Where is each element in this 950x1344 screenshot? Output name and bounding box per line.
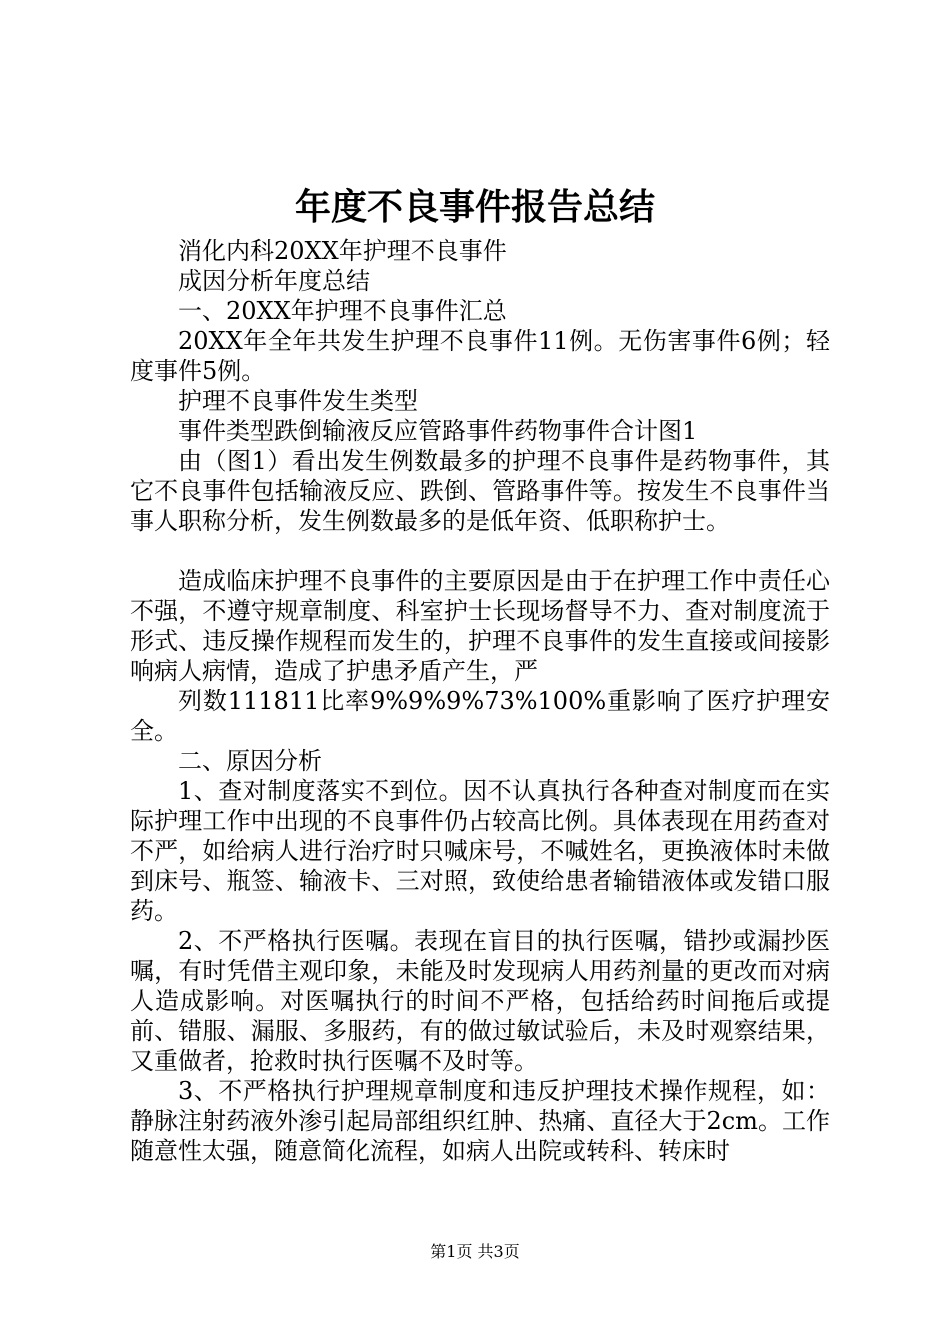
paragraph-figure-caption: 事件类型跌倒输液反应管路事件药物事件合计图1 [178,417,698,445]
document-title: 年度不良事件报告总结 [294,186,655,228]
section-heading-cause-analysis: 二、原因分析 [178,747,322,775]
paragraph-main-causes: 造成临床护理不良事件的主要原因是由于在护理工作中责任心不强，不遵守规章制度、科室护士长现场督导不力、查对制度流于形式、违反操作规程而发生的，护理不良事件的发生直接或间接影响病人病情，造成了护患矛盾产生，严 [130,567,830,685]
paragraph-cause-2: 2、不严格执行医嘱。表现在盲目的执行医嘱，错抄或漏抄医嘱，有时凭借主观印象，未能及时发现病人用药剂量的更改而对病人造成影响。对医嘱执行的时间不严格，包括给药时间拖后或提前、错服、漏服、多服药，有的做过敏试验后，未及时观察结果，又重做者，抢救时执行医嘱不及时等。 [130,927,830,1075]
paragraph-figure-analysis: 由（图1）看出发生例数最多的护理不良事件是药物事件，其它不良事件包括输液反应、跌倒、管路事件等。按发生不良事件当事人职称分析，发生例数最多的是低年资、低职称护士。 [130,447,830,535]
page-footer: 第1页 共3页 [430,1242,520,1261]
paragraph-ratio-line: 列数111811比率9%9%9%73%100%重影响了医疗护理安全。 [130,687,830,745]
paragraph-dept-heading: 消化内科20XX年护理不良事件 [178,237,507,265]
paragraph-event-count: 20XX年全年共发生护理不良事件11例。无伤害事件6例；轻度事件5例。 [130,327,830,385]
paragraph-cause-1: 1、查对制度落实不到位。因不认真执行各种查对制度而在实际护理工作中出现的不良事件仍占较高比例。具体表现在用药查对不严，如给病人进行治疗时只喊床号，不喊姓名，更换液体时未做到床号、瓶签、输液卡、三对照，致使给患者输错液体或发错口服药。 [130,777,830,925]
paragraph-subtitle: 成因分析年度总结 [178,267,370,295]
document-body [130,236,830,1166]
section-heading-summary: 一、20XX年护理不良事件汇总 [178,297,507,325]
paragraph-event-types-heading: 护理不良事件发生类型 [178,387,418,415]
paragraph-cause-3: 3、不严格执行护理规章制度和违反护理技术操作规程，如：静脉注射药液外渗引起局部组织红肿、热痛、直径大于2cm。工作随意性太强，随意简化流程，如病人出院或转科、转床时 [130,1077,830,1165]
